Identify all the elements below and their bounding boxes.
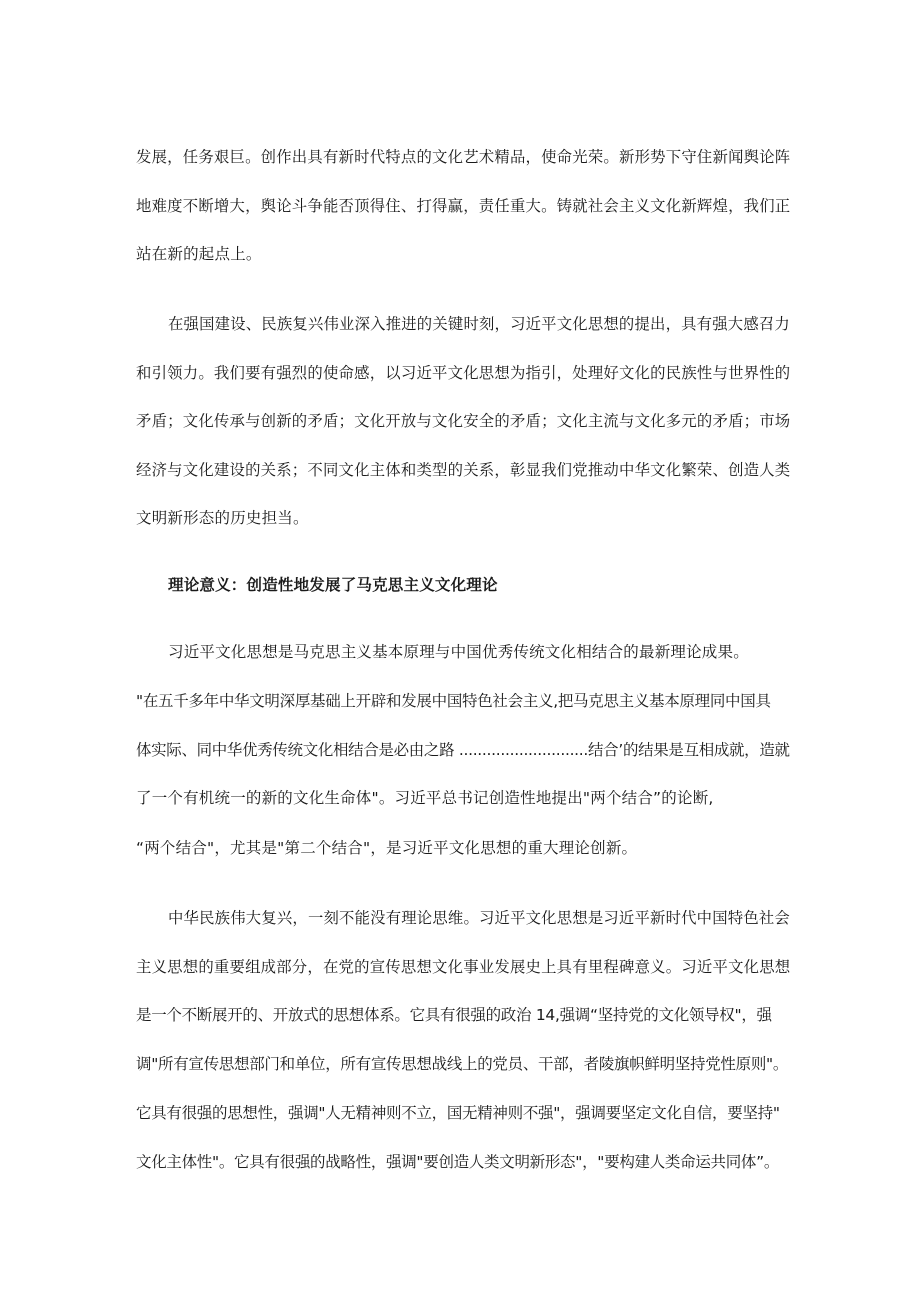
paragraph-4-line-4: 调"所有宣传思想部门和单位，所有宣传思想战线上的党员、干部，者陵旗帜鲜明坚持党性原则"。 [136,1055,789,1073]
paragraph-2-line-1: 在强国建设、民族复兴伟业深入推进的关键时刻，习近平文化思想的提出，具有强大感召力 [168,315,790,333]
paragraph-1-line-1: 发展，任务艰巨。创作出具有新时代特点的文化艺术精品，使命光荣。新形势下守住新闻舆论阵 [136,148,791,166]
paragraph-2-line-4: 经济与文化建设的关系；不同文化主体和类型的关系，彰显我们党推动中华文化繁荣、创造人类 [136,461,791,479]
section-heading: 理论意义：创造性地发展了马克思主义文化理论 [168,576,498,594]
paragraph-3-line-4: 了一个有机统一的新的文化生命体"。习近平总书记创造性地提出"两个结合”的论断, [136,789,714,807]
paragraph-4-line-3: 是一个不断展开的、开放式的思想体系。它具有很强的政治 14,强调“坚持党的文化领导权"，强 [136,1006,772,1024]
paragraph-2-line-5: 文明新形态的历史担当。 [136,509,309,527]
paragraph-3-line-2: "在五千多年中华文明深厚基础上开辟和发展中国特色社会主义,把马克思主义基本原理同中国具 [136,692,771,710]
paragraph-4-line-6: 文化主体性"。它具有很强的战略性，强调"要创造人类文明新形态"，"要构建人类命运共同体”。 [136,1153,780,1171]
paragraph-3-line-1: 习近平文化思想是马克思主义基本原理与中国优秀传统文化相结合的最新理论成果。 [168,643,749,661]
paragraph-2-line-3: 矛盾；文化传承与创新的矛盾；文化开放与文化安全的矛盾；文化主流与文化多元的矛盾；市场 [136,412,791,430]
paragraph-4-line-5: 它具有很强的思想性，强调"人无精神则不立，国无精神则不强"，强调要坚定文化自信，要坚持" [136,1104,780,1122]
paragraph-3-line-5: “两个结合"，尤其是"第二个结合"，是习近平文化思想的重大理论创新。 [136,839,638,857]
paragraph-1-line-3: 站在新的起点上。 [136,245,262,263]
paragraph-3-line-3: 体实际、同中华优秀传统文化相结合是必由之路 ............................结合’的结果是互相成就，造就 [136,741,790,759]
paragraph-4-line-2: 主义思想的重要组成部分，在党的宣传思想文化事业发展史上具有里程碑意义。习近平文化思想 [136,958,791,976]
paragraph-4-line-1: 中华民族伟大复兴，一刻不能没有理论思维。习近平文化思想是习近平新时代中国特色社会 [168,909,790,927]
paragraph-1-line-2: 地难度不断增大，舆论斗争能否顶得住、打得赢，责任重大。铸就社会主义文化新辉煌，我们正 [136,197,791,215]
paragraph-2-line-2: 和引领力。我们要有强烈的使命感，以习近平文化思想为指引，处理好文化的民族性与世界性的 [136,364,791,382]
